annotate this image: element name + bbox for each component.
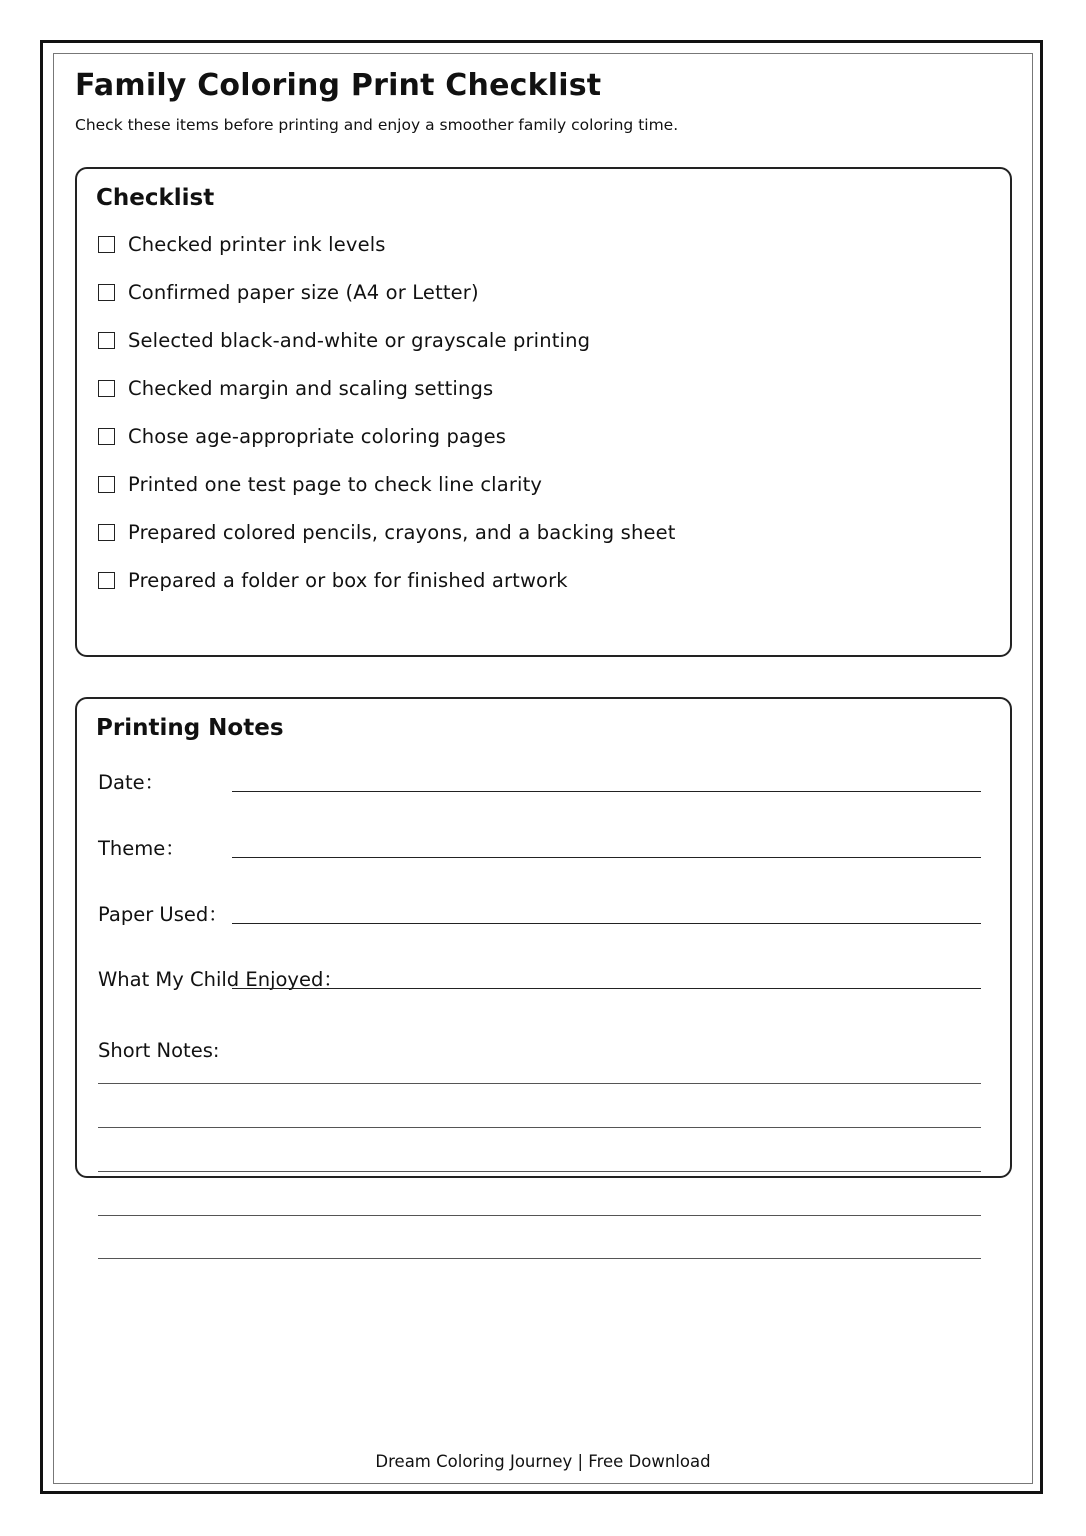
checklist-item-label: Confirmed paper size (A4 or Letter)	[128, 280, 479, 304]
checklist-item-label: Checked printer ink levels	[128, 232, 386, 256]
checklist-item[interactable]	[98, 471, 542, 497]
date-label: Date：	[98, 771, 165, 794]
checklist-title: Checklist	[96, 185, 215, 211]
theme-field[interactable]	[232, 857, 981, 858]
theme-label: Theme：	[98, 837, 185, 860]
checklist-item[interactable]	[98, 375, 493, 401]
short-notes-line[interactable]	[98, 1083, 981, 1084]
checklist-item-label: Selected black-and-white or grayscale printing	[128, 328, 591, 352]
checklist-item-label: Printed one test page to check line clarity	[128, 472, 543, 496]
short-notes-line[interactable]	[98, 1171, 981, 1172]
checklist-item[interactable]	[98, 327, 590, 353]
checkbox[interactable]	[98, 332, 115, 349]
short-notes-label: Short Notes:	[98, 1039, 220, 1062]
checklist-item[interactable]	[98, 567, 568, 593]
page-subtitle: Check these items before printing and enjoy a smoother family coloring time.	[75, 116, 679, 134]
checklist-item-label: Chose age-appropriate coloring pages	[128, 424, 507, 448]
child-enjoyed-field[interactable]	[232, 988, 981, 989]
paper-used-label: Paper Used：	[98, 903, 228, 926]
page-title: Family Coloring Print Checklist	[75, 68, 602, 103]
short-notes-line[interactable]	[98, 1258, 981, 1259]
checkbox[interactable]	[98, 428, 115, 445]
child-enjoyed-label: What My Child Enjoyed：	[98, 968, 343, 991]
checkbox[interactable]	[98, 284, 115, 301]
checklist-item[interactable]	[98, 231, 386, 257]
checklist-item-label: Prepared colored pencils, crayons, and a backing sheet	[128, 520, 676, 544]
date-field[interactable]	[232, 791, 981, 792]
checklist-item[interactable]	[98, 279, 479, 305]
checkbox[interactable]	[98, 236, 115, 253]
paper-used-field[interactable]	[232, 923, 981, 924]
short-notes-line[interactable]	[98, 1127, 981, 1128]
checklist-item[interactable]	[98, 423, 506, 449]
checklist-item-label: Prepared a folder or box for finished artwork	[128, 568, 568, 592]
checkbox[interactable]	[98, 572, 115, 589]
checkbox[interactable]	[98, 524, 115, 541]
footer-text: Dream Coloring Journey | Free Download	[375, 1452, 711, 1471]
checklist-item-label: Checked margin and scaling settings	[128, 376, 494, 400]
checklist-item[interactable]	[98, 519, 676, 545]
printing-notes-panel	[75, 697, 1012, 1178]
checkbox[interactable]	[98, 476, 115, 493]
short-notes-line[interactable]	[98, 1215, 981, 1216]
printing-notes-title: Printing Notes	[96, 715, 284, 741]
checkbox[interactable]	[98, 380, 115, 397]
